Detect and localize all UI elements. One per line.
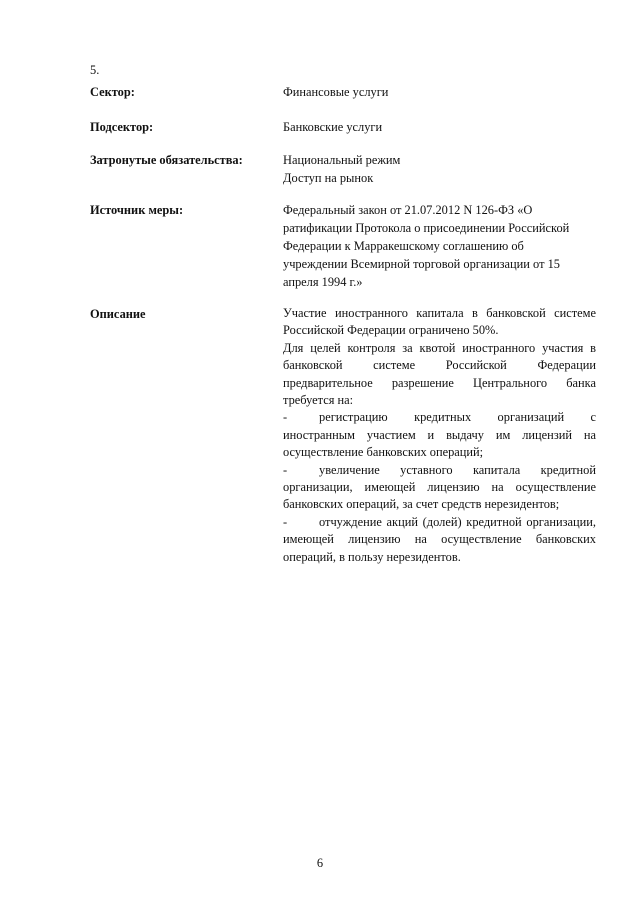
bullet-text: отчуждение акций (долей) кредитной организации, имеющей лицензию на осуществление банковских операций, в пользу нерезидентов.: [283, 514, 596, 564]
description-bullet: [283, 409, 596, 461]
obligations-label: Затронутые обязательства:: [90, 153, 243, 167]
description-row: [90, 305, 596, 575]
page-number: 6: [316, 856, 324, 870]
description-value: [283, 305, 596, 566]
obligation-item: Доступ на рынок: [283, 171, 374, 185]
bullet-marker: -: [283, 514, 288, 529]
sector-value: Финансовые услуги: [283, 85, 389, 99]
description-label: Описание: [90, 307, 146, 321]
source-line: учреждении Всемирной торговой организации от 15: [283, 257, 560, 271]
source-line: апреля 1994 г.»: [283, 275, 363, 289]
subsector-row: [90, 118, 596, 138]
description-paragraph: Участие иностранного капитала в банковской системе Российской Федерации ограничено 50%.: [283, 306, 596, 338]
obligation-item: Национальный режим: [283, 153, 401, 167]
item-number: 5.: [90, 63, 100, 77]
description-bullet: [283, 514, 596, 566]
obligations-row: [90, 151, 596, 191]
source-line: Федерации к Марракешскому соглашению об: [283, 239, 524, 253]
source-row: [90, 201, 596, 296]
subsector-label: Подсектор:: [90, 120, 154, 134]
obligations-value: [283, 151, 596, 187]
bullet-text: увеличение уставного капитала кредитной организации, имеющей лицензию на осуществление банковских операций, за счет средств нерезидентов;: [283, 462, 596, 512]
sector-row: [90, 83, 596, 103]
bullet-text: регистрацию кредитных организаций с иностранным участием и выдачу им лицензий на осуществление банковских операций;: [283, 410, 596, 460]
source-line: Федеральный закон от 21.07.2012 N 126-ФЗ «О: [283, 203, 533, 217]
bullet-marker: -: [283, 462, 288, 477]
subsector-value: Банковские услуги: [283, 120, 383, 134]
description-bullet: [283, 462, 596, 514]
bullet-marker: -: [283, 410, 288, 425]
source-line: ратификации Протокола о присоединении Российской: [283, 221, 570, 235]
description-paragraph: Для целей контроля за квотой иностранного участия в банковской системе Российской Федерации предварительное разрешение Центрального банка требуется на:: [283, 340, 596, 408]
sector-label: Сектор:: [90, 85, 135, 99]
source-value: [283, 201, 596, 291]
source-label: Источник меры:: [90, 203, 184, 217]
